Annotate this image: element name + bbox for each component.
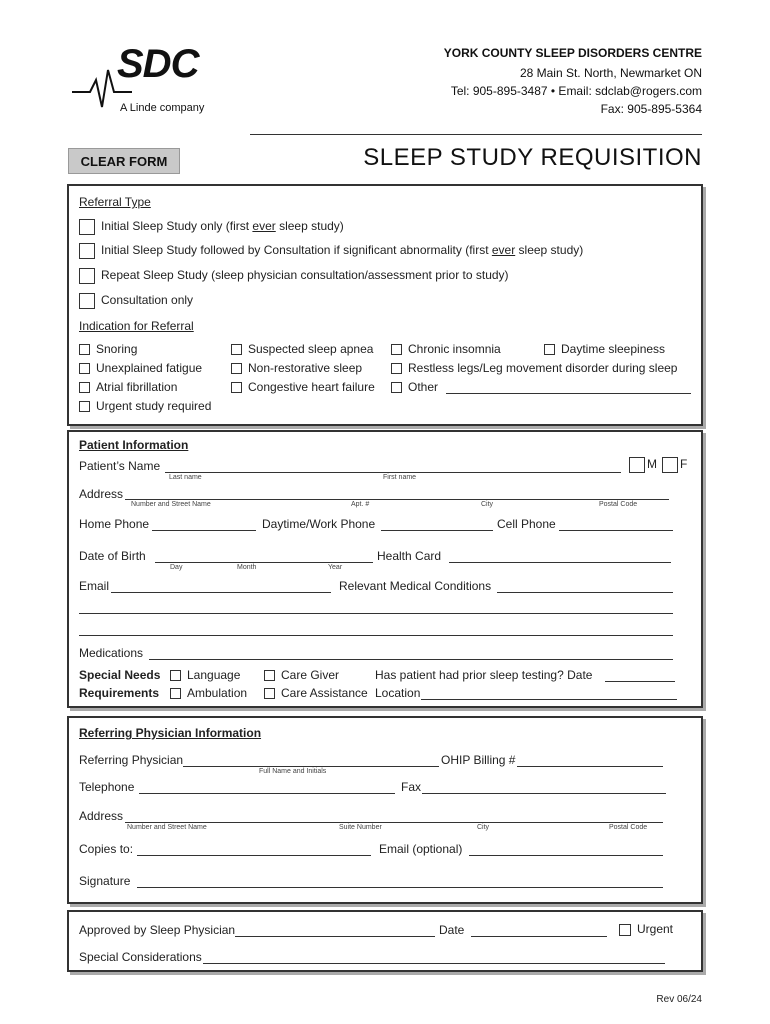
phys-address-field[interactable] [125, 822, 663, 823]
indication-restless-legs[interactable] [391, 361, 677, 375]
indication-label: Snoring [96, 342, 138, 356]
indication-label: Unexplained fatigue [96, 361, 203, 375]
option-text: Initial Sleep Study only (first [101, 219, 253, 234]
prior-testing-label: Has patient had prior sleep testing? Date [375, 668, 593, 682]
day-caption: Day [170, 564, 183, 571]
conditions-field[interactable] [497, 592, 673, 593]
physician-section [67, 716, 703, 904]
copies-label: Copies to: [79, 842, 134, 856]
home-phone-label: Home Phone [79, 517, 150, 531]
org-fax: Fax: 905-895-5364 [600, 102, 702, 116]
cell-phone-label: Cell Phone [497, 517, 556, 531]
day-phone-label: Daytime/Work Phone [262, 517, 376, 531]
checkbox[interactable] [264, 688, 275, 699]
ohip-label: OHIP Billing # [441, 753, 516, 767]
indication-urgent[interactable] [79, 399, 211, 413]
email-field[interactable] [111, 592, 331, 593]
patient-heading: Patient Information [79, 438, 189, 452]
checkbox[interactable] [170, 670, 181, 681]
checkbox[interactable] [79, 293, 95, 309]
revision: Rev 06/24 [656, 994, 702, 1005]
indication-fatigue[interactable] [79, 361, 202, 375]
option-text: Repeat Sleep Study (sleep physician consultation/assessment prior to study) [101, 268, 509, 283]
sdc-logo [72, 42, 222, 122]
location-field[interactable] [421, 699, 677, 700]
indication-suspected-apnea[interactable] [231, 342, 373, 356]
need-label: Care Giver [281, 668, 340, 682]
page-title: SLEEP STUDY REQUISITION [363, 144, 702, 171]
approval-date-label: Date [439, 923, 465, 937]
cell-phone-field[interactable] [559, 530, 673, 531]
phys-postal-caption: Postal Code [609, 824, 648, 831]
suite-caption: Suite Number [339, 824, 382, 831]
checkbox[interactable] [264, 670, 275, 681]
address-field[interactable] [125, 499, 669, 500]
phys-telephone-field[interactable] [139, 793, 395, 794]
clear-form-button[interactable]: CLEAR FORM [68, 148, 180, 174]
home-phone-field[interactable] [152, 530, 256, 531]
year-caption: Year [328, 564, 343, 571]
option-emphasis: ever [252, 219, 276, 234]
medications-label: Medications [79, 646, 144, 660]
indication-label: Daytime sleepiness [561, 342, 666, 356]
option-emphasis: ever [491, 243, 516, 258]
phys-email-label: Email (optional) [379, 842, 463, 856]
requirements-label: Requirements [79, 686, 160, 700]
indication-label: Atrial fibrillation [96, 380, 178, 394]
indication-atrial-fib[interactable] [79, 380, 177, 394]
referral-option-2[interactable] [79, 243, 583, 259]
referral-option-4[interactable] [79, 293, 193, 309]
indication-label: Suspected sleep apnea [248, 342, 374, 356]
org-contact: Tel: 905-895-3487 • Email: sdclab@rogers.com [450, 84, 702, 98]
checkbox[interactable] [544, 344, 555, 355]
checkbox[interactable] [79, 268, 95, 284]
org-address: 28 Main St. North, Newmarket ON [519, 66, 702, 80]
approved-label: Approved by Sleep Physician [79, 923, 236, 937]
referral-section [67, 184, 703, 426]
health-card-label: Health Card [377, 549, 442, 563]
checkbox[interactable] [391, 382, 402, 393]
special-considerations-field[interactable] [203, 963, 665, 964]
physician-heading: Referring Physician Information [79, 726, 262, 740]
patient-name-field[interactable] [165, 472, 621, 473]
checkbox[interactable] [231, 382, 242, 393]
street-caption: Number and Street Name [131, 501, 211, 508]
referral-option-1[interactable] [79, 219, 344, 235]
indication-daytime-sleepiness[interactable] [544, 342, 665, 356]
other-field[interactable] [446, 393, 691, 394]
city-caption: City [481, 501, 494, 508]
checkbox[interactable] [231, 363, 242, 374]
checkbox[interactable] [79, 243, 95, 259]
checkbox[interactable] [79, 344, 90, 355]
indication-other[interactable] [391, 380, 438, 394]
indication-label: Urgent study required [96, 399, 212, 413]
logo-subtitle: A Linde company [120, 102, 205, 114]
header-divider [250, 134, 702, 135]
full-name-caption: Full Name and Initials [259, 768, 327, 775]
indication-label: Other [408, 380, 439, 394]
approval-section [67, 910, 703, 972]
option-text: sleep study) [515, 243, 584, 258]
option-text: Consultation only [101, 293, 194, 308]
medications-field[interactable] [149, 659, 673, 660]
urgent-label: Urgent [637, 922, 674, 936]
checkbox[interactable] [170, 688, 181, 699]
ohip-field[interactable] [517, 766, 663, 767]
dob-label: Date of Birth [79, 549, 146, 563]
conditions-label: Relevant Medical Conditions [339, 579, 492, 593]
option-text: sleep study) [275, 219, 344, 234]
phys-email-field[interactable] [469, 855, 663, 856]
checkbox[interactable] [231, 344, 242, 355]
need-label: Care Assistance [281, 686, 368, 700]
need-care-assistance[interactable] [264, 686, 368, 700]
dob-field[interactable] [155, 562, 373, 563]
phys-street-caption: Number and Street Name [127, 824, 207, 831]
apt-caption: Apt. # [351, 501, 370, 508]
phys-city-caption: City [477, 824, 490, 831]
indication-label: Restless legs/Leg movement disorder during sleep [408, 361, 678, 375]
indication-label: Congestive heart failure [248, 380, 375, 394]
phys-fax-label: Fax [401, 780, 422, 794]
location-label: Location [375, 686, 421, 700]
address-label: Address [79, 487, 124, 501]
checkbox[interactable] [629, 457, 645, 473]
checkbox[interactable] [79, 363, 90, 374]
referring-physician-field[interactable] [183, 766, 439, 767]
need-label: Ambulation [187, 686, 248, 700]
checkbox[interactable] [79, 401, 90, 412]
org-name: YORK COUNTY SLEEP DISORDERS CENTRE [443, 46, 702, 60]
checkbox[interactable] [79, 382, 90, 393]
copies-field[interactable] [137, 855, 371, 856]
approved-field[interactable] [235, 936, 435, 937]
option-text: Initial Sleep Study followed by Consultation if significant abnormality (first [101, 243, 492, 258]
health-card-field[interactable] [449, 562, 671, 563]
referring-physician-label: Referring Physician [79, 753, 184, 767]
checkbox[interactable] [391, 344, 402, 355]
sex-m[interactable] [629, 457, 657, 473]
sex-label: M [647, 457, 657, 472]
indication-label: Chronic insomnia [408, 342, 501, 356]
logo-text: SDC [117, 42, 199, 86]
need-care-giver[interactable] [264, 668, 339, 682]
referral-option-3[interactable] [79, 268, 509, 284]
conditions-field-2[interactable] [79, 613, 673, 614]
postal-caption: Postal Code [599, 501, 638, 508]
email-label: Email [79, 579, 110, 593]
first-name-caption: First name [383, 474, 417, 481]
checkbox[interactable] [391, 363, 402, 374]
month-caption: Month [237, 564, 257, 571]
special-needs-label: Special Needs [79, 668, 161, 682]
phys-telephone-label: Telephone [79, 780, 135, 794]
indication-chronic-insomnia[interactable] [391, 342, 501, 356]
signature-label: Signature [79, 874, 131, 888]
prior-testing-date-field[interactable] [605, 681, 675, 682]
day-phone-field[interactable] [381, 530, 493, 531]
indication-heading: Indication for Referral [79, 319, 194, 333]
signature-field[interactable] [137, 887, 663, 888]
need-ambulation[interactable] [170, 686, 247, 700]
patient-name-label: Patient’s Name [79, 459, 161, 473]
sex-label: F [680, 457, 688, 472]
need-label: Language [187, 668, 241, 682]
approval-urgent[interactable] [619, 922, 673, 936]
checkbox[interactable] [662, 457, 678, 473]
indication-non-restorative[interactable] [231, 361, 362, 375]
patient-section [67, 430, 703, 708]
checkbox[interactable] [79, 219, 95, 235]
checkbox[interactable] [619, 924, 631, 936]
sex-f[interactable] [662, 457, 687, 473]
conditions-field-3[interactable] [79, 635, 673, 636]
approval-date-field[interactable] [471, 936, 607, 937]
need-language[interactable] [170, 668, 240, 682]
indication-chf[interactable] [231, 380, 375, 394]
referral-heading: Referral Type [79, 195, 151, 209]
phys-fax-field[interactable] [422, 793, 666, 794]
last-name-caption: Last name [169, 474, 202, 481]
indication-snoring[interactable] [79, 342, 137, 356]
special-considerations-label: Special Considerations [79, 950, 202, 964]
phys-address-label: Address [79, 809, 124, 823]
indication-label: Non-restorative sleep [248, 361, 363, 375]
